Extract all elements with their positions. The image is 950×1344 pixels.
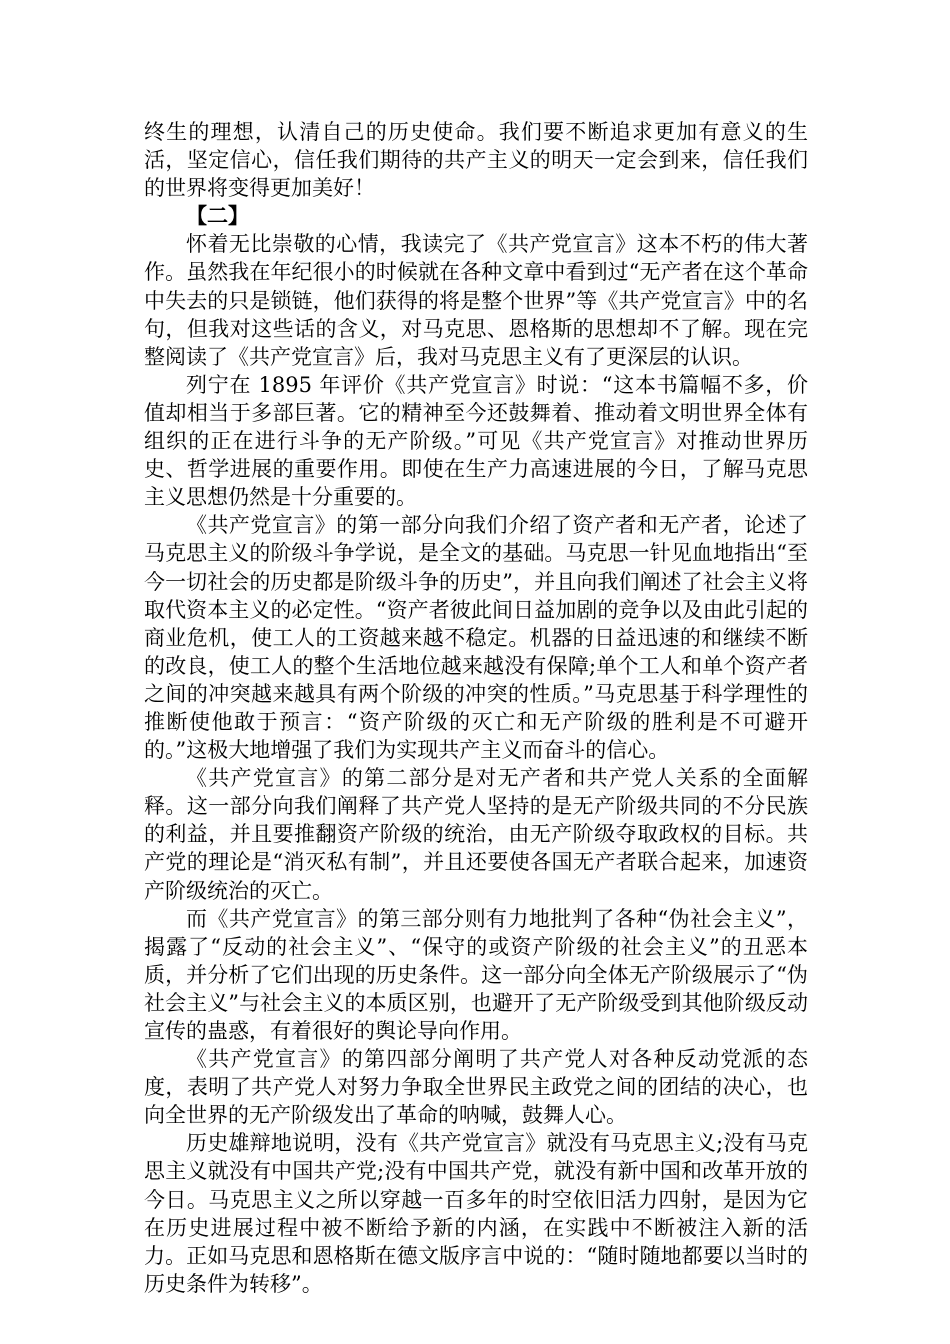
intro-paragraph: 终生的理想，认清自己的历史使命。我们要不断追求更加有意义的生活，坚定信心，信任我们期待的共产主义的明天一定会到来，信任我们的世界将变得更加美好！ [144, 120, 808, 201]
document-page [144, 118, 808, 1298]
body-paragraph: 怀着无比崇敬的心情，我读完了《共产党宣言》这本不朽的伟大著作。虽然我在年纪很小的时候就在各种文章中看到过“无产者在这个革命中失去的只是锁链，他们获得的将是整个世界”等《共产党宣言》中的名句，但我对这些话的含义，对马克思、恩格斯的思想却不了解。现在完整阅读了《共产党宣言》后，我对马克思主义有了更深层的认识。 [144, 232, 808, 369]
body-paragraph: 历史雄辩地说明，没有《共产党宣言》就没有马克思主义;没有马克思主义就没有中国共产党;没有中国共产党，就没有新中国和改革开放的今日。马克思主义之所以穿越一百多年的时空依旧活力四射，是因为它在历史进展过程中被不断给予新的内涵，在实践中不断被注入新的活力。正如马克思和恩格斯在德文版序言中说的：“随时随地都要以当时的历史条件为转移”。 [144, 1131, 808, 1296]
body-paragraph: 而《共产党宣言》的第三部分则有力地批判了各种“伪社会主义”，揭露了“反动的社会主义”、“保守的或资产阶级的社会主义”的丑恶本质，并分析了它们出现的历史条件。这一部分向全体无产阶级展示了“伪社会主义”与社会主义的本质区别，也避开了无产阶级受到其他阶级反动宣传的蛊惑，有着很好的舆论导向作用。 [144, 906, 808, 1043]
section-heading: 【二】 [186, 203, 249, 229]
body-paragraph: 《共产党宣言》的第一部分向我们介绍了资产者和无产者，论述了马克思主义的阶级斗争学说，是全文的基础。马克思一针见血地指出“至今一切社会的历史都是阶级斗争的历史”，并且向我们阐述了社会主义将取代资本主义的必定性。“资产者彼此间日益加剧的竞争以及由此引起的商业危机，使工人的工资越来越不稳定。机器的日益迅速的和继续不断的改良，使工人的整个生活地位越来越没有保障;单个工人和单个资产者之间的冲突越来越具有两个阶级的冲突的性质。”马克思基于科学理性的推断使他敢于预言：“资产阶级的灭亡和无产阶级的胜利是不可避开的。”这极大地增强了我们为实现共产主义而奋斗的信心。 [144, 513, 808, 763]
body-paragraph: 列宁在 1895 年评价《共产党宣言》时说：“这本书篇幅不多，价值却相当于多部巨著。它的精神至今还鼓舞着、推动着文明世界全体有组织的正在进行斗争的无产阶级。”可见《共产党宣言》对推动世界历史、哲学进展的重要作用。即使在生产力高速进展的今日，了解马克思主义思想仍然是十分重要的。 [144, 372, 808, 510]
body-paragraph: 《共产党宣言》的第四部分阐明了共产党人对各种反动党派的态度，表明了共产党人对努力争取全世界民主政党之间的团结的决心，也向全世界的无产阶级发出了革命的呐喊，鼓舞人心。 [144, 1047, 808, 1128]
body-paragraph: 《共产党宣言》的第二部分是对无产者和共产党人关系的全面解释。这一部分向我们阐释了共产党人坚持的是无产阶级共同的不分民族的利益，并且要推翻资产阶级的统治，由无产阶级夺取政权的目标。共产党的理论是“消灭私有制”，并且还要使各国无产者联合起来，加速资产阶级统治的灭亡。 [144, 766, 808, 903]
